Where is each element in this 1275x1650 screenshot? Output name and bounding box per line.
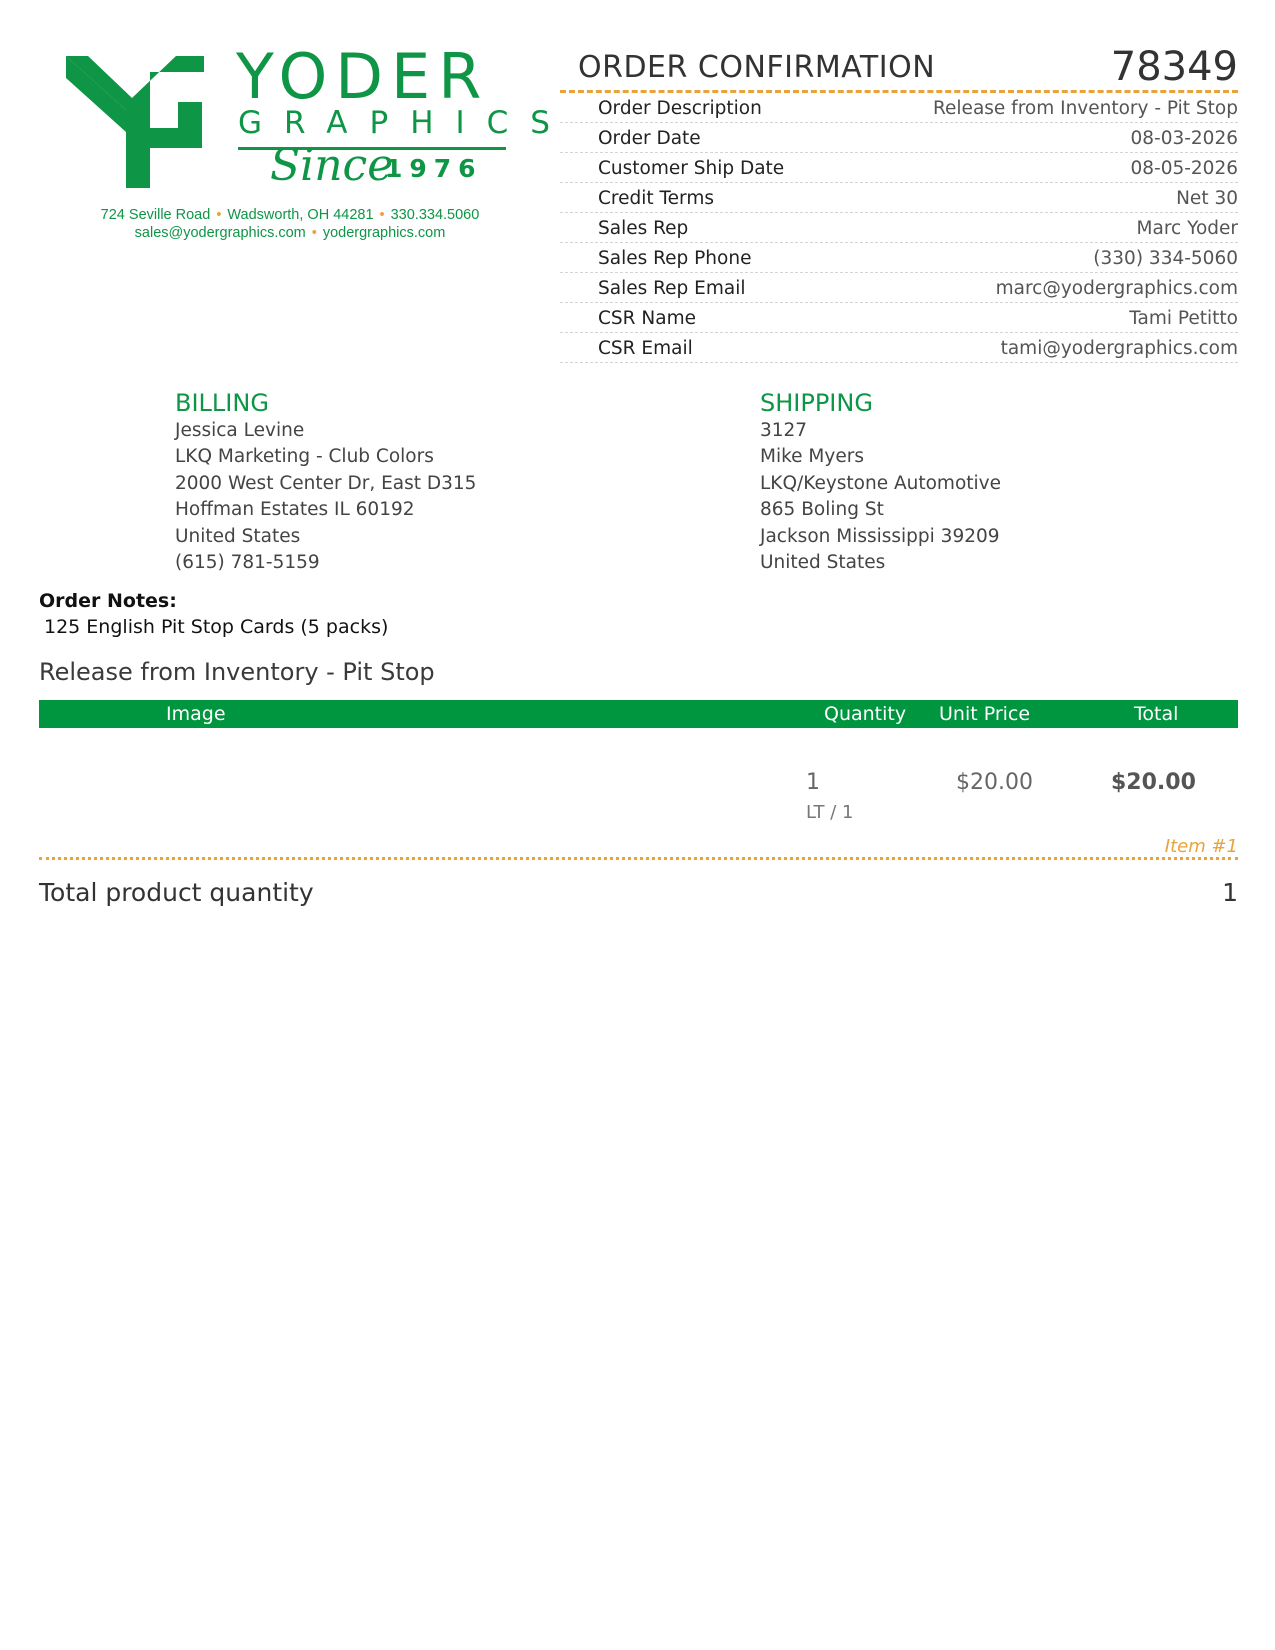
order-row-sales-rep-email bbox=[560, 273, 1238, 303]
shipping-address bbox=[760, 388, 1001, 576]
order-row-label: Sales Rep Email bbox=[598, 278, 746, 299]
order-row-ship-date bbox=[560, 153, 1238, 183]
bullet-icon: • bbox=[311, 225, 317, 241]
item-unit-of-measure: LT / 1 bbox=[806, 802, 854, 823]
order-header bbox=[560, 44, 1238, 93]
total-product-quantity-label: Total product quantity bbox=[39, 878, 314, 907]
order-row-label: CSR Name bbox=[598, 308, 696, 329]
billing-address bbox=[175, 388, 476, 576]
order-row-value: Tami Petitto bbox=[1129, 308, 1238, 329]
order-row-label: Sales Rep Phone bbox=[598, 248, 752, 269]
billing-heading: BILLING bbox=[175, 389, 269, 417]
order-row-label: Credit Terms bbox=[598, 188, 714, 209]
shipping-line: Jackson Mississippi 39209 bbox=[760, 525, 1000, 547]
order-title: ORDER CONFIRMATION bbox=[578, 50, 936, 85]
order-row-label: CSR Email bbox=[598, 338, 693, 359]
order-row-csr-name bbox=[560, 303, 1238, 333]
item-number-tag: Item #1 bbox=[1164, 836, 1238, 857]
billing-line: (615) 781-5159 bbox=[175, 552, 320, 574]
shipping-line: LKQ/Keystone Automotive bbox=[760, 472, 1001, 494]
company-address: 724 Seville Road bbox=[100, 207, 211, 223]
order-row-value: Release from Inventory - Pit Stop bbox=[933, 98, 1238, 119]
logo-address-line bbox=[60, 207, 520, 223]
item-total: $20.00 bbox=[1111, 770, 1196, 795]
logo-web-line bbox=[60, 225, 520, 241]
billing-line: Jessica Levine bbox=[175, 420, 305, 441]
company-city: Wadsworth, OH 44281 bbox=[227, 207, 374, 223]
order-row-value: Net 30 bbox=[1176, 188, 1238, 209]
logo-since: Since bbox=[270, 140, 394, 191]
order-row-sales-rep-phone bbox=[560, 243, 1238, 273]
company-website: yodergraphics.com bbox=[322, 225, 446, 241]
items-table-header bbox=[39, 700, 1238, 728]
order-notes-label: Order Notes: bbox=[39, 590, 177, 612]
billing-line: Hoffman Estates IL 60192 bbox=[175, 499, 415, 521]
order-notes-text: 125 English Pit Stop Cards (5 packs) bbox=[44, 616, 389, 638]
billing-line: United States bbox=[175, 525, 301, 547]
order-number: 78349 bbox=[1110, 44, 1238, 90]
company-logo bbox=[60, 40, 572, 254]
order-row-description bbox=[560, 93, 1238, 123]
item-divider bbox=[39, 857, 1238, 860]
bullet-icon: • bbox=[216, 207, 222, 223]
section-title: Release from Inventory - Pit Stop bbox=[39, 658, 435, 686]
order-row-label: Customer Ship Date bbox=[598, 158, 785, 179]
order-row-label: Order Date bbox=[598, 128, 701, 149]
order-row-value: (330) 334-5060 bbox=[1093, 248, 1238, 269]
logo-wordmark-graphics: GRAPHICS bbox=[238, 105, 572, 141]
order-row-csr-email bbox=[560, 333, 1238, 363]
order-confirmation-block bbox=[560, 44, 1238, 363]
column-header-unit-price: Unit Price bbox=[939, 703, 1031, 725]
column-header-quantity: Quantity bbox=[824, 703, 907, 725]
yoder-y-logo-icon bbox=[66, 52, 216, 192]
column-header-total: Total bbox=[1134, 703, 1179, 725]
logo-wordmark-yoder: YODER bbox=[236, 40, 490, 113]
shipping-line: 865 Boling St bbox=[760, 499, 884, 521]
order-row-value: Marc Yoder bbox=[1136, 218, 1238, 239]
shipping-line: 3127 bbox=[760, 420, 808, 441]
item-unit-price: $20.00 bbox=[956, 770, 1033, 795]
order-row-value: 08-05-2026 bbox=[1130, 158, 1238, 179]
billing-line: 2000 West Center Dr, East D315 bbox=[175, 472, 477, 494]
order-row-label: Order Description bbox=[598, 98, 762, 119]
order-row-value: marc@yodergraphics.com bbox=[995, 278, 1238, 299]
order-row-date bbox=[560, 123, 1238, 153]
billing-line: LKQ Marketing - Club Colors bbox=[175, 446, 434, 468]
bullet-icon: • bbox=[379, 207, 385, 223]
order-row-value: 08-03-2026 bbox=[1130, 128, 1238, 149]
order-row-label: Sales Rep bbox=[598, 218, 689, 239]
item-quantity: 1 bbox=[806, 770, 820, 795]
company-email: sales@yodergraphics.com bbox=[134, 225, 306, 241]
order-row-credit-terms bbox=[560, 183, 1238, 213]
shipping-line: Mike Myers bbox=[760, 446, 864, 468]
column-header-image: Image bbox=[166, 703, 226, 725]
order-row-value: tami@yodergraphics.com bbox=[1000, 338, 1238, 359]
shipping-line: United States bbox=[760, 552, 886, 574]
order-row-sales-rep bbox=[560, 213, 1238, 243]
logo-year: 1976 bbox=[385, 154, 483, 183]
shipping-heading: SHIPPING bbox=[760, 389, 873, 417]
company-phone: 330.334.5060 bbox=[390, 207, 480, 223]
total-product-quantity-value: 1 bbox=[1222, 878, 1238, 907]
